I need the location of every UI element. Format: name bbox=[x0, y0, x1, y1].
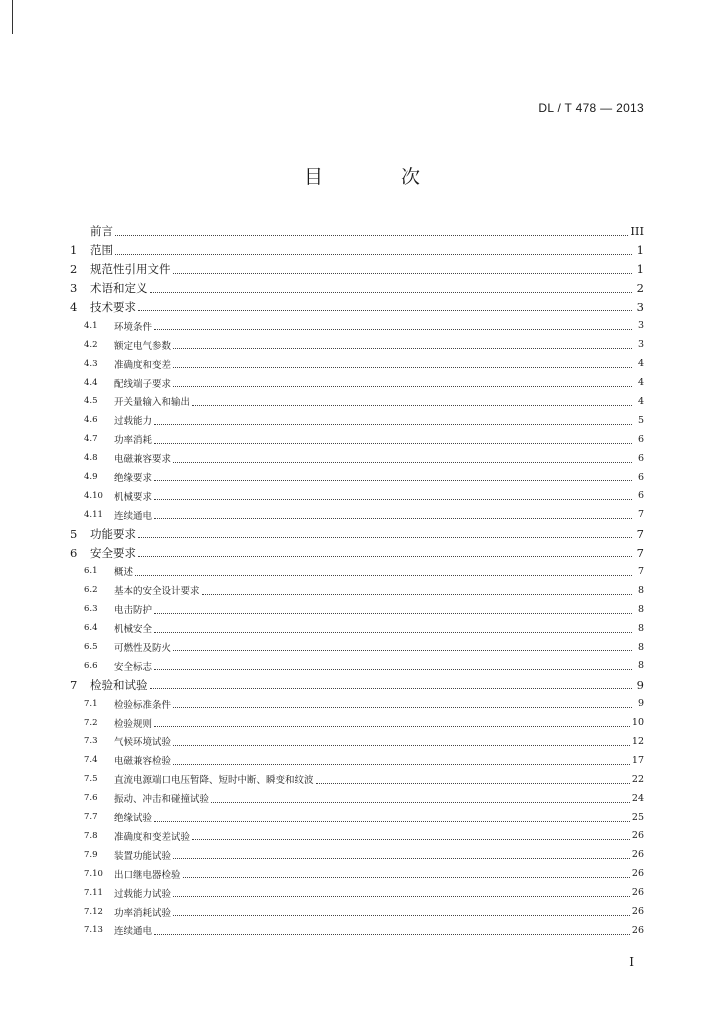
toc-dot-leader bbox=[154, 668, 632, 670]
toc-dot-leader bbox=[192, 404, 632, 406]
toc-entry-number: 7.7 bbox=[84, 812, 98, 823]
toc-entry-number: 4.5 bbox=[84, 396, 98, 407]
toc-dot-leader bbox=[154, 328, 632, 330]
toc-entry-page: 26 bbox=[631, 849, 644, 861]
toc-dot-leader bbox=[173, 914, 630, 916]
toc-entry-number: 6 bbox=[70, 545, 78, 560]
toc-entry-number: 6.5 bbox=[84, 642, 98, 653]
toc-dot-leader bbox=[173, 857, 630, 859]
toc-entry[interactable] bbox=[70, 789, 644, 808]
toc-entry-page: 26 bbox=[631, 830, 644, 842]
toc-entry-number: 7.12 bbox=[84, 906, 103, 917]
toc-entry-number: 4 bbox=[70, 300, 78, 314]
toc-entry-number: 2 bbox=[70, 262, 78, 277]
toc-entry-number: 4.3 bbox=[84, 358, 98, 369]
toc-entry-title: 开关量输入和输出 bbox=[114, 397, 191, 409]
toc-dot-leader bbox=[316, 782, 630, 784]
toc-entry-number: 4.9 bbox=[84, 472, 98, 483]
page-number: I bbox=[629, 955, 634, 969]
toc-entry[interactable] bbox=[70, 770, 644, 789]
toc-entry[interactable] bbox=[70, 298, 644, 317]
toc-entry[interactable] bbox=[70, 241, 644, 260]
toc-entry-page: 7 bbox=[637, 565, 644, 577]
toc-entry-page: 10 bbox=[631, 717, 644, 729]
toc-dot-leader bbox=[154, 479, 632, 481]
toc-entry-title: 基本的安全设计要求 bbox=[114, 586, 200, 598]
toc-entry-page: 25 bbox=[631, 811, 644, 823]
toc-entry[interactable] bbox=[70, 732, 644, 751]
toc-dot-leader bbox=[154, 517, 632, 519]
toc-entry-title: 绝缘试验 bbox=[114, 813, 153, 825]
toc-entry-page: 2 bbox=[636, 281, 644, 296]
toc-entry-title: 气候环境试验 bbox=[114, 737, 172, 749]
toc-entry-page: 26 bbox=[631, 887, 644, 899]
toc-entry[interactable] bbox=[70, 524, 644, 543]
toc-entry-title: 技术要求 bbox=[90, 300, 136, 314]
toc-entry-page: 3 bbox=[636, 300, 644, 314]
toc-entry-number: 4.2 bbox=[84, 339, 98, 350]
toc-dot-leader bbox=[154, 933, 630, 935]
toc-entry-title: 过载能力 bbox=[114, 416, 153, 428]
toc-dot-leader bbox=[173, 706, 632, 708]
toc-dot-leader bbox=[192, 838, 630, 840]
toc-entry-number: 4.10 bbox=[84, 490, 103, 501]
toc-dot-leader bbox=[173, 272, 633, 274]
toc-dot-leader bbox=[173, 895, 630, 897]
toc-entry-number: 7.13 bbox=[84, 925, 103, 936]
toc-entry-page: 7 bbox=[636, 526, 644, 541]
toc-entry-page: 26 bbox=[631, 868, 644, 880]
toc-entry[interactable] bbox=[70, 694, 644, 713]
toc-entry-page: 6 bbox=[637, 452, 644, 464]
toc-entry-number: 6.4 bbox=[84, 623, 98, 634]
toc-entry[interactable] bbox=[70, 619, 644, 638]
toc-entry-title: 检验规则 bbox=[114, 718, 153, 730]
toc-entry-number: 4.8 bbox=[84, 453, 98, 464]
toc-entry-number: 7.2 bbox=[84, 717, 98, 728]
toc-entry-number: 4.4 bbox=[84, 377, 98, 388]
toc-entry-page: 4 bbox=[637, 377, 644, 389]
toc-entry-number: 6.6 bbox=[84, 660, 98, 671]
toc-entry-page: III bbox=[630, 224, 644, 239]
toc-entry-title: 概述 bbox=[114, 567, 134, 579]
toc-entry-number: 7.3 bbox=[84, 736, 98, 747]
toc-entry-number: 7.6 bbox=[84, 793, 98, 804]
toc-dot-leader bbox=[173, 347, 632, 349]
toc-entry[interactable] bbox=[70, 845, 644, 864]
toc-entry-number: 4.11 bbox=[84, 509, 103, 520]
toc-entry-title: 检验标准条件 bbox=[114, 699, 172, 711]
toc-dot-leader bbox=[138, 555, 632, 557]
toc-dot-leader bbox=[202, 593, 632, 595]
toc-entry[interactable] bbox=[70, 392, 644, 411]
toc-entry-title: 环境条件 bbox=[114, 321, 153, 333]
toc-dot-leader bbox=[173, 763, 630, 765]
toc-entry-title: 机械要求 bbox=[114, 491, 153, 503]
toc-dot-leader bbox=[150, 687, 633, 689]
toc-dot-leader bbox=[154, 442, 632, 444]
toc-entry[interactable] bbox=[70, 656, 644, 675]
toc-entry-number: 4.6 bbox=[84, 415, 98, 426]
toc-entry-page: 8 bbox=[637, 641, 644, 653]
toc-entry[interactable] bbox=[70, 335, 644, 354]
margin-line bbox=[12, 0, 13, 34]
toc-entry-title: 安全标志 bbox=[114, 661, 153, 673]
toc-entry-title: 振动、冲击和碰撞试验 bbox=[114, 794, 210, 806]
toc-entry-page: 7 bbox=[637, 509, 644, 521]
toc-entry-page: 3 bbox=[637, 320, 644, 332]
toc-entry[interactable] bbox=[70, 827, 644, 846]
toc-entry[interactable] bbox=[70, 581, 644, 600]
toc-entry-number: 4.1 bbox=[84, 320, 98, 331]
toc-dot-leader bbox=[173, 366, 632, 368]
toc-entry-title: 连续通电 bbox=[114, 926, 153, 938]
toc-entry[interactable] bbox=[70, 562, 644, 581]
toc-entry-title: 连续通电 bbox=[114, 510, 153, 522]
toc-entry[interactable] bbox=[70, 354, 644, 373]
toc-entry[interactable] bbox=[70, 638, 644, 657]
toc-entry[interactable] bbox=[70, 751, 644, 770]
page-title: 目 次 bbox=[303, 166, 457, 188]
toc-entry[interactable] bbox=[70, 316, 644, 335]
toc-entry-title: 机械安全 bbox=[114, 624, 153, 636]
toc-dot-leader bbox=[138, 536, 632, 538]
toc-entry-page: 8 bbox=[637, 603, 644, 615]
toc-dot-leader bbox=[173, 649, 632, 651]
toc-entry-page: 22 bbox=[631, 773, 644, 785]
toc-entry[interactable] bbox=[70, 902, 644, 921]
toc-dot-leader bbox=[135, 574, 632, 576]
toc-entry-title: 检验和试验 bbox=[90, 677, 148, 692]
toc-dot-leader bbox=[154, 423, 632, 425]
toc-entry-title: 电磁兼容要求 bbox=[114, 454, 172, 466]
toc-entry[interactable] bbox=[70, 260, 644, 279]
toc-entry-title: 功能要求 bbox=[90, 526, 136, 541]
toc-dot-leader bbox=[138, 309, 632, 311]
toc-entry[interactable] bbox=[70, 600, 644, 619]
toc-entry-number: 7.10 bbox=[84, 868, 103, 879]
toc-entry-title: 范围 bbox=[90, 243, 113, 258]
toc-entry[interactable] bbox=[70, 543, 644, 562]
toc-entry-page: 5 bbox=[637, 414, 644, 426]
toc-entry-number: 6.2 bbox=[84, 585, 98, 596]
toc-entry-number: 7.4 bbox=[84, 755, 98, 766]
toc-entry-page: 8 bbox=[637, 584, 644, 596]
toc-entry-title: 配线端子要求 bbox=[114, 378, 172, 390]
toc-entry[interactable] bbox=[70, 921, 644, 940]
toc-entry-page: 1 bbox=[636, 243, 644, 258]
toc-dot-leader bbox=[154, 612, 632, 614]
toc-entry-page: 6 bbox=[637, 433, 644, 445]
toc-entry[interactable] bbox=[70, 468, 644, 487]
toc-entry-title: 直流电源端口电压暂降、短时中断、瞬变和纹波 bbox=[114, 775, 314, 787]
toc-dot-leader bbox=[173, 385, 632, 387]
toc-entry-number: 3 bbox=[70, 281, 78, 296]
toc-entry[interactable] bbox=[70, 222, 644, 241]
toc-entry-title: 前言 bbox=[90, 224, 113, 239]
toc-entry-number: 7.1 bbox=[84, 698, 98, 709]
toc-entry-page: 9 bbox=[637, 698, 644, 710]
toc-entry-title: 准确度和变差试验 bbox=[114, 831, 191, 843]
toc-entry-page: 6 bbox=[637, 490, 644, 502]
toc-entry-page: 17 bbox=[631, 754, 644, 766]
toc-entry-number: 7 bbox=[70, 677, 78, 692]
toc-entry-number: 7.9 bbox=[84, 849, 98, 860]
toc-entry-number: 7.11 bbox=[84, 887, 103, 898]
toc-dot-leader bbox=[115, 253, 632, 255]
toc-entry-page: 7 bbox=[636, 545, 644, 560]
toc-entry-number: 6.1 bbox=[84, 566, 98, 577]
toc-entry[interactable] bbox=[70, 449, 644, 468]
toc-entry[interactable] bbox=[70, 808, 644, 827]
toc-dot-leader bbox=[115, 234, 628, 236]
toc-entry-page: 9 bbox=[636, 677, 644, 692]
toc-entry-page: 12 bbox=[631, 735, 644, 747]
toc-entry-number: 1 bbox=[70, 243, 78, 258]
toc-dot-leader bbox=[183, 876, 630, 878]
standard-code: DL / T 478 — 2013 bbox=[538, 101, 644, 115]
toc-entry-title: 额定电气参数 bbox=[114, 340, 172, 352]
toc-entry-title: 过载能力试验 bbox=[114, 888, 172, 900]
toc-dot-leader bbox=[154, 725, 630, 727]
toc-entry[interactable] bbox=[70, 864, 644, 883]
toc-dot-leader bbox=[154, 820, 630, 822]
toc-entry-number: 5 bbox=[70, 526, 78, 541]
toc-entry-title: 可燃性及防火 bbox=[114, 643, 172, 655]
toc-entry[interactable] bbox=[70, 486, 644, 505]
table-of-contents bbox=[70, 222, 644, 940]
toc-entry-number: 7.8 bbox=[84, 830, 98, 841]
toc-dot-leader bbox=[173, 461, 632, 463]
toc-entry-title: 功率消耗试验 bbox=[114, 907, 172, 919]
toc-entry-page: 6 bbox=[637, 471, 644, 483]
toc-entry-title: 装置功能试验 bbox=[114, 850, 172, 862]
toc-entry[interactable] bbox=[70, 279, 644, 298]
toc-dot-leader bbox=[154, 498, 632, 500]
toc-entry-page: 26 bbox=[631, 924, 644, 936]
toc-entry-page: 8 bbox=[637, 660, 644, 672]
toc-entry-title: 术语和定义 bbox=[90, 281, 148, 296]
toc-entry-title: 准确度和变差 bbox=[114, 359, 172, 371]
toc-entry-page: 4 bbox=[637, 395, 644, 407]
toc-entry-page: 26 bbox=[631, 906, 644, 917]
toc-entry-title: 安全要求 bbox=[90, 545, 136, 560]
toc-entry-title: 出口继电器检验 bbox=[114, 869, 181, 881]
toc-entry-title: 绝缘要求 bbox=[114, 473, 153, 485]
toc-entry-page: 24 bbox=[631, 792, 644, 804]
toc-entry-page: 1 bbox=[636, 262, 644, 277]
toc-entry-page: 4 bbox=[637, 358, 644, 370]
toc-entry-title: 电磁兼容检验 bbox=[114, 756, 172, 768]
toc-dot-leader bbox=[154, 631, 632, 633]
toc-entry[interactable] bbox=[70, 505, 644, 524]
toc-entry[interactable] bbox=[70, 713, 644, 732]
toc-entry-page: 8 bbox=[637, 622, 644, 634]
toc-entry-title: 电击防护 bbox=[114, 605, 153, 617]
toc-entry[interactable] bbox=[70, 883, 644, 902]
toc-entry[interactable] bbox=[70, 373, 644, 392]
toc-entry[interactable] bbox=[70, 411, 644, 430]
toc-entry-number: 4.7 bbox=[84, 434, 98, 445]
toc-entry[interactable] bbox=[70, 430, 644, 449]
toc-entry-title: 规范性引用文件 bbox=[90, 262, 171, 277]
toc-entry-number: 6.3 bbox=[84, 604, 98, 615]
toc-dot-leader bbox=[211, 801, 630, 803]
toc-entry-title: 功率消耗 bbox=[114, 435, 153, 447]
toc-dot-leader bbox=[150, 291, 633, 293]
toc-entry[interactable] bbox=[70, 675, 644, 694]
toc-dot-leader bbox=[173, 744, 630, 746]
toc-entry-page: 3 bbox=[637, 339, 644, 351]
toc-entry-number: 7.5 bbox=[84, 774, 98, 785]
